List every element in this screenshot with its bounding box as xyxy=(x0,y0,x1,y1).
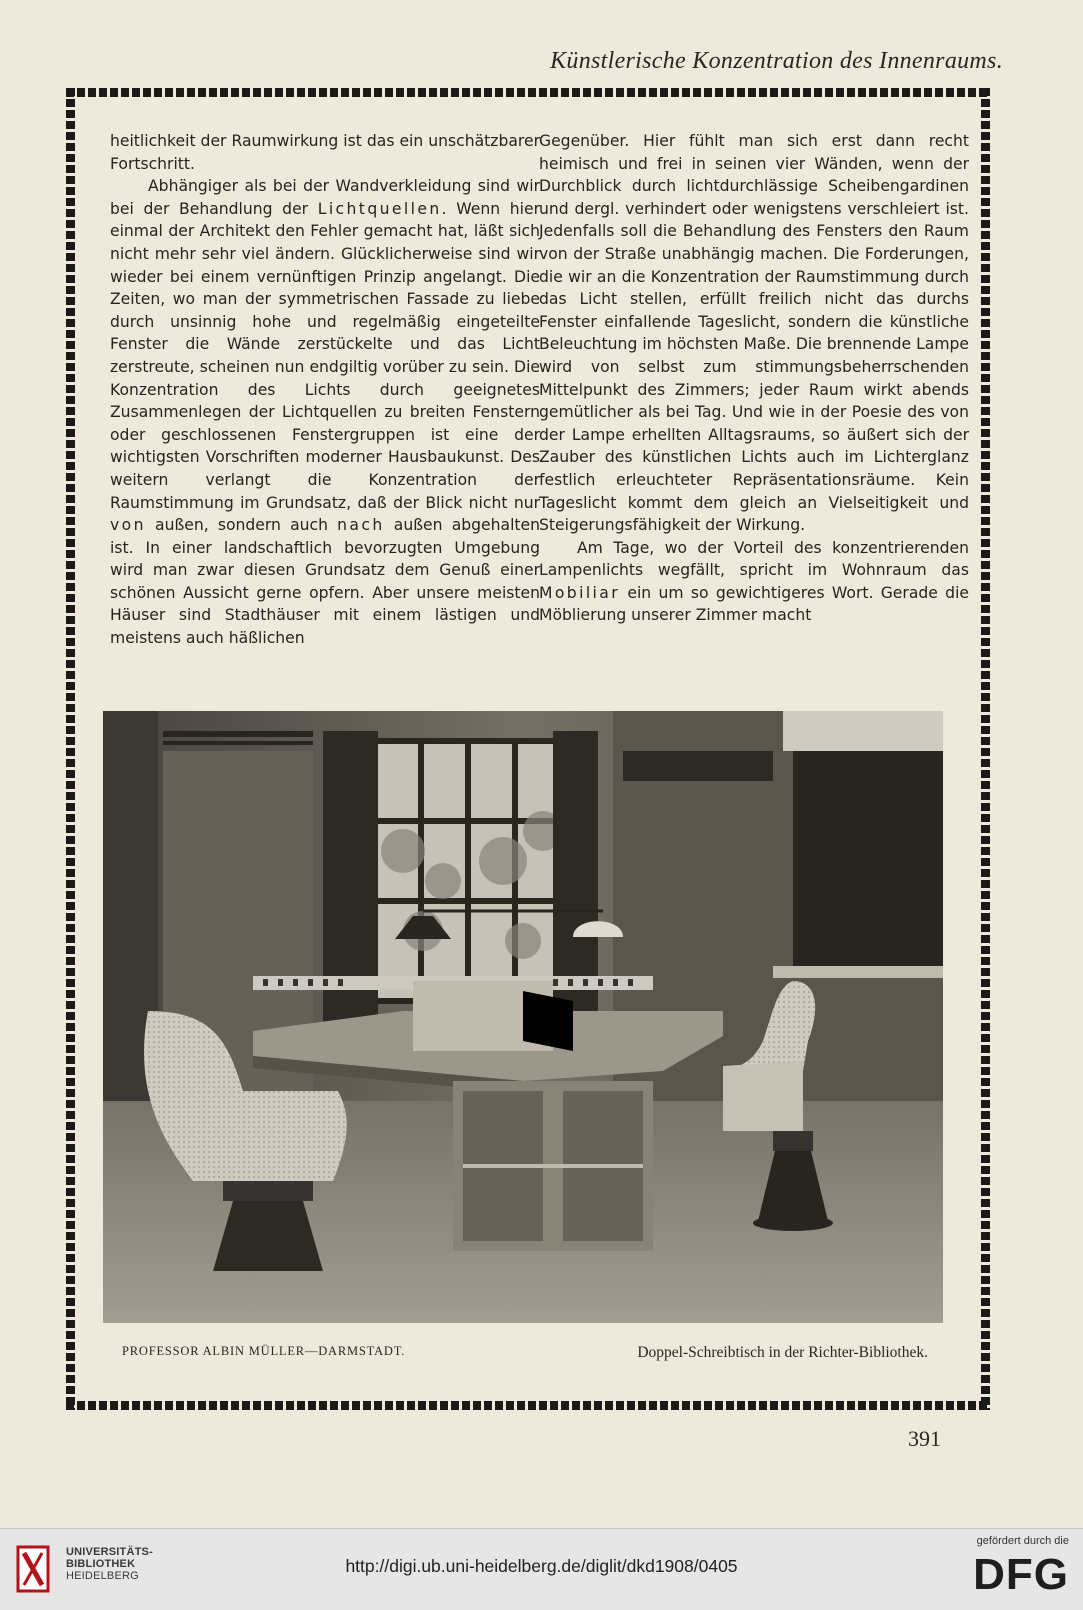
paragraph xyxy=(110,175,540,649)
text-run: außen abgehalten ist. In einer landschaftlich bevorzugten Umgebung wird man zwar diesen Grundsatz dem Genuß einer schönen Aussicht gerne opfern. Aber unsere meisten Häuser sind Stadthäuser mit einem lästigen und meistens auch häßlichen xyxy=(110,516,540,648)
page-number: 391 xyxy=(908,1426,941,1451)
text-run: . Wenn hier einmal der Architekt den Fehler gemacht hat, läßt sich nicht mehr sehr viel ändern. Glücklicherweise sind wir wieder bei einem vernünftigen Prinzip angelangt. Die Zeiten, wo man der symmetrischen Fassade zu liebe durch unsinnig hohe und regelmäßig eingeteilte Fenster die Wände zerstückelte und das Licht zerstreute, scheinen nun endgiltig vorüber zu sein. Die Konzentration des Lichts durch geeignetes Zusammenlegen der Lichtquellen zu breiten Fenstern oder geschlossenen Fenstergruppen ist eine der wichtigsten Vorschriften moderner Hausbaukunst. Des weitern verlangt die Konzentration der Raumstimmung im Grundsatz, daß der Blick nicht nur xyxy=(110,199,540,512)
border-top xyxy=(66,88,990,97)
spaced-emphasis: Lichtquellen xyxy=(317,199,442,218)
photo-illustration xyxy=(103,711,943,1323)
spaced-emphasis: nach xyxy=(337,516,385,535)
funder-label: gefördert durch die xyxy=(976,1535,1069,1547)
library-name-line: BIBLIOTHEK xyxy=(66,1558,136,1570)
spaced-emphasis: Mobiliar xyxy=(539,583,621,602)
text-run: ein um so gewichtigeres Wort. Gerade die Möblierung unserer Zimmer macht xyxy=(539,583,969,625)
library-name-line: UNIVERSITÄTS- xyxy=(66,1546,153,1558)
paragraph xyxy=(539,537,969,627)
text-column-right xyxy=(539,130,969,627)
text-run: Abhängiger als bei der Wandverkleidung sind wir bei der Behandlung der xyxy=(110,177,540,218)
library-name-line: HEIDELBERG xyxy=(66,1570,139,1582)
interior-photograph xyxy=(103,711,943,1323)
digitization-footer xyxy=(0,1528,1083,1610)
dfg-logo: DFG xyxy=(973,1550,1069,1599)
border-right xyxy=(981,88,990,1410)
border-bottom xyxy=(66,1401,990,1410)
running-title: Künstlerische Konzentration des Innenraums. xyxy=(550,48,1003,74)
text-run: außen, sondern auch xyxy=(145,516,338,535)
spaced-emphasis: von xyxy=(110,516,146,535)
paragraph: Gegenüber. Hier fühlt man sich erst dann recht heimisch und frei in seinen vier Wänden, wenn der Durchblick durch lichtdurchlässige Scheibengardinen und dergl. verhindert oder wenigstens verschleiert ist. Jedenfalls soll die Behandlung des Fensters den Raum von der Straße unabhängig machen. Die Forderungen, die wir an die Konzentration der Raumstimmung durch das Licht stellen, erfüllt freilich nicht das durchs Fenster einfallende Tageslicht, sondern die künstliche Beleuchtung im höchsten Maße. Die brennende Lampe wird von selbst zum stimmungsbeherrschenden Mittelpunkt des Zimmers; jeder Raum wirkt abends gemütlicher als bei Tag. Und wie in der Poesie des von der Lampe erhellten Alltagsraums, so äußert sich der Zauber des künstlichen Lichts auch im Lichterglanz festlich erleuchteter Repräsentationsräume. Kein Tageslicht kommt dem gleich an Vielseitigkeit und Steigerungsfähigkeit der Wirkung. xyxy=(539,132,969,535)
source-url-link[interactable]: http://digi.ub.uni-heidelberg.de/diglit/dkd1908/0405 xyxy=(345,1556,738,1576)
text-run: Am Tage, wo der Vorteil des konzentrierenden Lampenlichts wegfällt, spricht im Wohnraum das xyxy=(539,538,969,580)
border-left xyxy=(66,88,75,1410)
text-column-left xyxy=(110,130,540,650)
paragraph: heitlichkeit der Raumwirkung ist das ein unschätzbarer Fortschritt. xyxy=(110,132,540,173)
photo-title-caption: Doppel-Schreibtisch in der Richter-Bibliothek. xyxy=(637,1344,928,1361)
photo-credit-caption: PROFESSOR ALBIN MÜLLER—DARMSTADT. xyxy=(122,1344,406,1358)
